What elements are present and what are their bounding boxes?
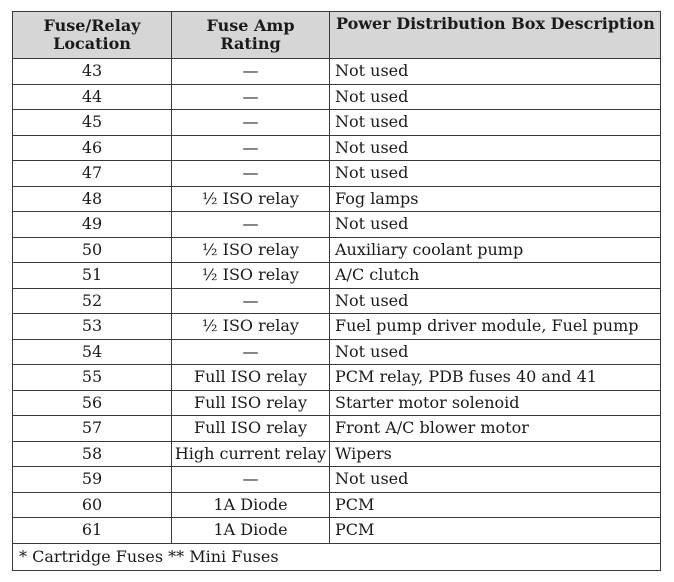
table-row bbox=[13, 212, 661, 238]
cell-location: 51 bbox=[13, 263, 172, 289]
table-row bbox=[13, 314, 661, 340]
cell-rating: Full ISO relay bbox=[172, 390, 330, 416]
cell-location: 48 bbox=[13, 186, 172, 212]
cell-rating: — bbox=[172, 339, 330, 365]
footnote-row bbox=[13, 543, 661, 570]
cell-location: 56 bbox=[13, 390, 172, 416]
cell-description: Not used bbox=[330, 288, 661, 314]
column-header-location bbox=[13, 12, 172, 59]
table-row bbox=[13, 288, 661, 314]
cell-location: 43 bbox=[13, 59, 172, 85]
cell-rating: Full ISO relay bbox=[172, 416, 330, 442]
cell-rating: ½ ISO relay bbox=[172, 314, 330, 340]
rating-header-line-1: Fuse Amp bbox=[206, 16, 295, 35]
table-row bbox=[13, 237, 661, 263]
cell-rating: — bbox=[172, 135, 330, 161]
cell-rating: — bbox=[172, 110, 330, 136]
cell-location: 52 bbox=[13, 288, 172, 314]
cell-location: 60 bbox=[13, 492, 172, 518]
table-row bbox=[13, 441, 661, 467]
cell-rating: — bbox=[172, 212, 330, 238]
table-header bbox=[13, 12, 661, 59]
table-footer bbox=[13, 543, 661, 570]
table-row bbox=[13, 518, 661, 544]
cell-description: Not used bbox=[330, 212, 661, 238]
column-header-description: Power Distribution Box Description bbox=[330, 12, 661, 59]
cell-description: Not used bbox=[330, 161, 661, 187]
table-row bbox=[13, 339, 661, 365]
rating-header-line-2: Rating bbox=[220, 34, 281, 53]
cell-location: 45 bbox=[13, 110, 172, 136]
table-row bbox=[13, 135, 661, 161]
cell-description: PCM bbox=[330, 518, 661, 544]
cell-location: 53 bbox=[13, 314, 172, 340]
cell-description: Front A/C blower motor bbox=[330, 416, 661, 442]
fuse-relay-table bbox=[12, 11, 661, 571]
table-body bbox=[13, 59, 661, 544]
cell-rating: — bbox=[172, 467, 330, 493]
cell-description: Not used bbox=[330, 467, 661, 493]
cell-location: 61 bbox=[13, 518, 172, 544]
cell-description: A/C clutch bbox=[330, 263, 661, 289]
cell-description: Auxiliary coolant pump bbox=[330, 237, 661, 263]
cell-location: 47 bbox=[13, 161, 172, 187]
cell-rating: — bbox=[172, 288, 330, 314]
table-row bbox=[13, 365, 661, 391]
table-row bbox=[13, 186, 661, 212]
cell-description: Starter motor solenoid bbox=[330, 390, 661, 416]
header-row bbox=[13, 12, 661, 59]
cell-description: Not used bbox=[330, 59, 661, 85]
table-row bbox=[13, 59, 661, 85]
cell-description: Fuel pump driver module, Fuel pump bbox=[330, 314, 661, 340]
cell-location: 50 bbox=[13, 237, 172, 263]
table-row bbox=[13, 390, 661, 416]
cell-location: 46 bbox=[13, 135, 172, 161]
cell-rating: — bbox=[172, 59, 330, 85]
cell-description: PCM bbox=[330, 492, 661, 518]
cell-rating: Full ISO relay bbox=[172, 365, 330, 391]
table-row bbox=[13, 416, 661, 442]
table-row bbox=[13, 84, 661, 110]
cell-description: Wipers bbox=[330, 441, 661, 467]
cell-location: 57 bbox=[13, 416, 172, 442]
cell-rating: — bbox=[172, 84, 330, 110]
cell-description: Not used bbox=[330, 135, 661, 161]
cell-description: Fog lamps bbox=[330, 186, 661, 212]
table-row bbox=[13, 492, 661, 518]
cell-description: Not used bbox=[330, 84, 661, 110]
table-row bbox=[13, 110, 661, 136]
cell-location: 55 bbox=[13, 365, 172, 391]
cell-location: 44 bbox=[13, 84, 172, 110]
cell-rating: 1A Diode bbox=[172, 518, 330, 544]
cell-rating: ½ ISO relay bbox=[172, 186, 330, 212]
cell-rating: ½ ISO relay bbox=[172, 263, 330, 289]
cell-description: PCM relay, PDB fuses 40 and 41 bbox=[330, 365, 661, 391]
location-header-line-1: Fuse/Relay bbox=[43, 16, 141, 35]
column-header-rating bbox=[172, 12, 330, 59]
cell-rating: ½ ISO relay bbox=[172, 237, 330, 263]
cell-location: 54 bbox=[13, 339, 172, 365]
cell-description: Not used bbox=[330, 339, 661, 365]
cell-rating: High current relay bbox=[172, 441, 330, 467]
cell-rating: — bbox=[172, 161, 330, 187]
cell-location: 49 bbox=[13, 212, 172, 238]
footnote: * Cartridge Fuses ** Mini Fuses bbox=[13, 543, 661, 570]
cell-location: 58 bbox=[13, 441, 172, 467]
cell-location: 59 bbox=[13, 467, 172, 493]
cell-description: Not used bbox=[330, 110, 661, 136]
table-row bbox=[13, 161, 661, 187]
table-row bbox=[13, 263, 661, 289]
cell-rating: 1A Diode bbox=[172, 492, 330, 518]
table-row bbox=[13, 467, 661, 493]
location-header-line-2: Location bbox=[53, 34, 131, 53]
